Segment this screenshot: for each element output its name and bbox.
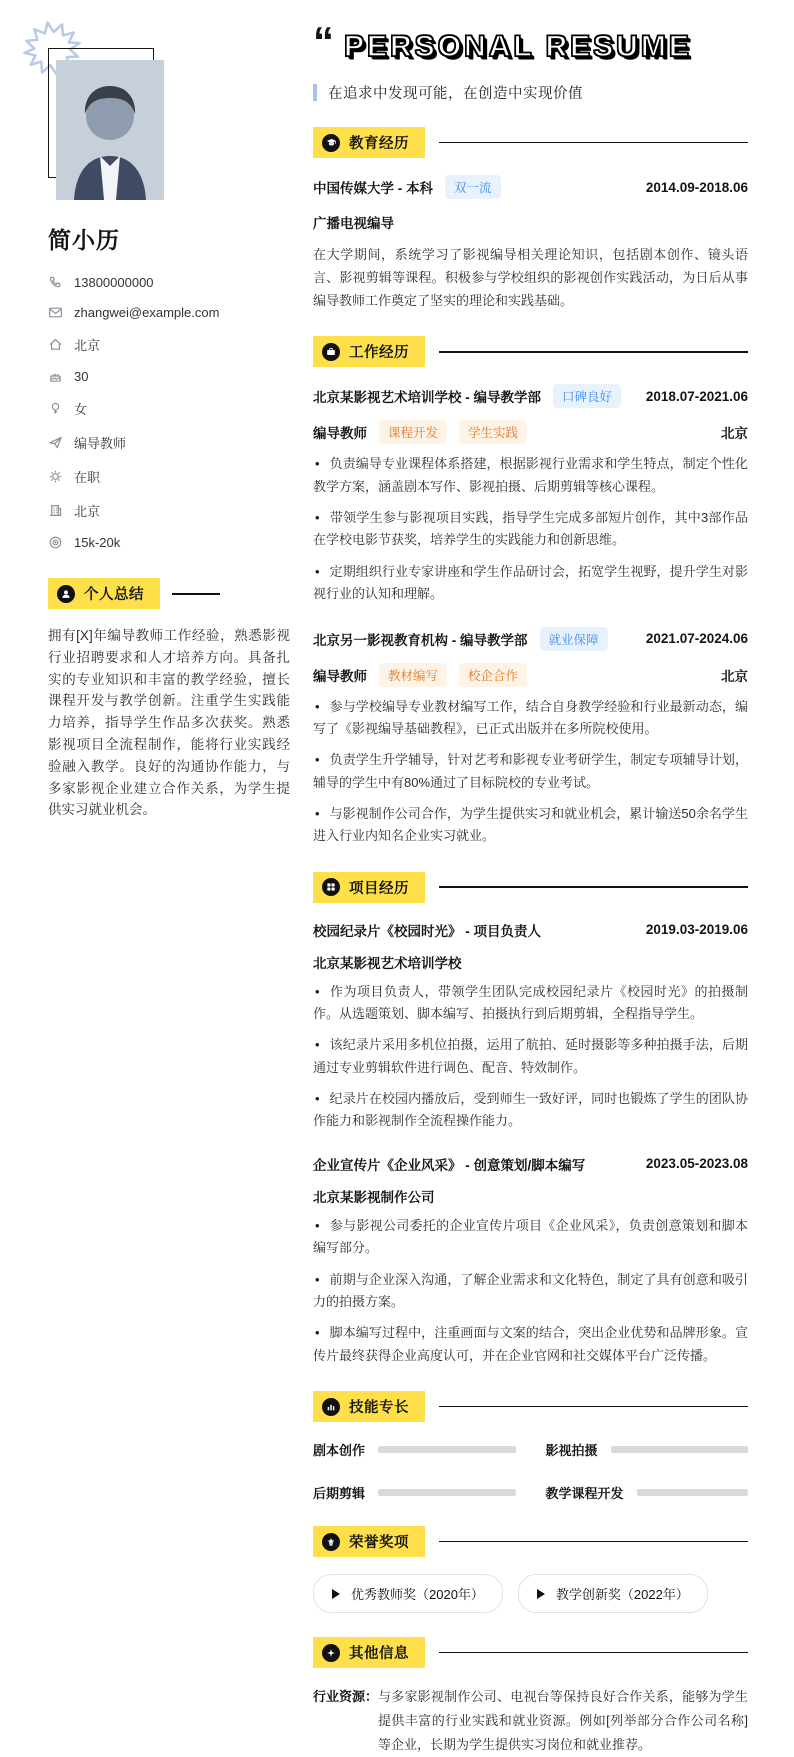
role-tag: 校企合作 bbox=[459, 663, 527, 687]
honors-badge bbox=[313, 1526, 425, 1557]
contact-row-email bbox=[48, 305, 290, 320]
company-tag: 就业保障 bbox=[540, 627, 608, 651]
skill-bar bbox=[637, 1489, 748, 1496]
main-column bbox=[290, 0, 794, 1757]
job-bullet: • 参与学校编导专业教材编写工作，结合自身教学经验和行业最新动态，编写了《影视编导基础教程》，已正式出版并在多所院校使用。 bbox=[313, 696, 748, 741]
candidate-name: 简小历 bbox=[48, 227, 120, 253]
contact-row-gender bbox=[48, 399, 290, 418]
contact-row-status bbox=[48, 467, 290, 486]
other-badge bbox=[313, 1637, 425, 1668]
email-value: zhangwei@example.com bbox=[74, 305, 220, 320]
contact-row-job-intention bbox=[48, 433, 290, 452]
projects-section-header bbox=[313, 872, 748, 903]
role-name: 编导教师 bbox=[313, 668, 367, 684]
role-tag: 学生实践 bbox=[459, 420, 527, 444]
project-bullet: • 纪录片在校园内播放后，受到师生一致好评，同时也锻炼了学生的团队协作能力和影视制作全流程操作能力。 bbox=[313, 1088, 748, 1133]
divider-line bbox=[172, 593, 220, 595]
project-entry-header bbox=[313, 1154, 748, 1174]
person-icon bbox=[57, 585, 75, 603]
role-tag: 教材编写 bbox=[379, 663, 447, 687]
profile-photo bbox=[56, 60, 164, 200]
city-value: 北京 bbox=[74, 504, 101, 519]
phone-value: 13800000000 bbox=[74, 275, 154, 290]
honor-pill bbox=[518, 1574, 708, 1613]
role-tag: 课程开发 bbox=[379, 420, 447, 444]
other-info-text: 与多家影视制作公司、电视台等保持良好合作关系，能够为学生提供丰富的行业实践和就业资源。例如[列举部分合作公司名称]等企业，长期为学生提供实习岗位和就业推荐。 bbox=[378, 1689, 748, 1753]
sidebar bbox=[0, 0, 290, 1757]
city-icon bbox=[48, 503, 63, 518]
projects-title: 项目经历 bbox=[349, 880, 409, 897]
project-entry-header bbox=[313, 920, 748, 940]
project-name: 校园纪录片《校园时光》 - 项目负责人 bbox=[313, 923, 541, 939]
education-badge bbox=[313, 127, 425, 158]
job-role-left bbox=[313, 663, 721, 687]
skills-badge bbox=[313, 1391, 425, 1422]
education-entry-left bbox=[313, 175, 646, 199]
motto-row bbox=[313, 82, 748, 103]
summary-section-header bbox=[48, 578, 290, 609]
school-tag: 双一流 bbox=[445, 175, 501, 199]
project-name: 企业宣传片《企业风采》 - 创意策划/脚本编写 bbox=[313, 1157, 586, 1173]
job-bullet: • 负责编导专业课程体系搭建，根据影视行业需求和学生特点，制定个性化教学方案，涵盖剧本写作、影视拍摄、后期剪辑等核心课程。 bbox=[313, 453, 748, 498]
skill-label: 剧本创作 bbox=[313, 1443, 366, 1458]
divider-line bbox=[439, 886, 748, 888]
project-entry-left bbox=[313, 1154, 646, 1174]
play-triangle-icon bbox=[332, 1589, 340, 1599]
job-role-left bbox=[313, 420, 721, 444]
job-entry-header bbox=[313, 627, 748, 651]
other-title: 其他信息 bbox=[349, 1646, 409, 1662]
project-org: 北京某影视制作公司 bbox=[313, 1189, 435, 1205]
status-icon bbox=[48, 469, 63, 484]
honor-text: 教学创新奖（2022年） bbox=[555, 1587, 689, 1602]
job-date: 2021.07-2024.06 bbox=[645, 631, 748, 647]
skill-bar bbox=[378, 1446, 515, 1453]
page-title: PERSONAL RESUME bbox=[344, 30, 692, 63]
skill-bar bbox=[378, 1489, 515, 1496]
job-location: 北京 bbox=[721, 426, 748, 442]
bar-chart-icon bbox=[322, 1398, 340, 1416]
projects-badge bbox=[313, 872, 425, 903]
grid-icon bbox=[322, 878, 340, 896]
job-intention-value: 编导教师 bbox=[74, 436, 127, 451]
job-date: 2018.07-2021.06 bbox=[645, 388, 748, 404]
school-name: 中国传媒大学 - 本科 bbox=[313, 181, 433, 196]
education-title: 教育经历 bbox=[349, 136, 409, 152]
education-entry-header bbox=[313, 175, 748, 199]
skill-label: 后期剪辑 bbox=[313, 1486, 366, 1501]
education-description: 在大学期间，系统学习了影视编导相关理论知识，包括剧本创作、镜头语言、影视剪辑等课程。积极参与学校组织的影视创作实践活动，为日后从事编导教师工作奠定了坚实的理论和实践基础。 bbox=[313, 247, 748, 309]
job-bullet: • 与影视制作公司合作，为学生提供实习和就业机会，累计输送50余名学生进入行业内知名企业实习就业。 bbox=[313, 803, 748, 848]
honors-list bbox=[313, 1574, 748, 1613]
job-bullet: • 带领学生参与影视项目实践，指导学生完成多部短片创作，其中3部作品在学校电影节获奖，培养学生的实践能力和创新思维。 bbox=[313, 507, 748, 552]
skill-item bbox=[313, 1440, 516, 1459]
hometown-value: 北京 bbox=[74, 338, 101, 353]
skills-title: 技能专长 bbox=[349, 1400, 409, 1416]
graduation-cap-icon bbox=[322, 134, 340, 152]
summary-badge bbox=[48, 578, 160, 609]
honors-section-header bbox=[313, 1526, 748, 1557]
divider-line bbox=[439, 1652, 748, 1654]
divider-line bbox=[439, 1541, 748, 1543]
play-triangle-icon bbox=[537, 1589, 545, 1599]
page-title-row bbox=[313, 18, 748, 65]
briefcase-icon bbox=[322, 343, 340, 361]
contact-row-age bbox=[48, 369, 290, 384]
job-bullet: • 定期组织行业专家讲座和学生作品研讨会，拓宽学生视野，提升学生对影视行业的认知和理解。 bbox=[313, 561, 748, 606]
contact-row-salary bbox=[48, 535, 290, 550]
contact-list bbox=[48, 275, 290, 550]
summary-title: 个人总结 bbox=[84, 587, 144, 603]
summary-text: 拥有[X]年编导教师工作经验，熟悉影视行业招聘要求和人才培养方向。具备扎实的专业知识和丰富的教学经验，擅长课程开发与教学创新。注重学生实践能力培养，指导学生作品多次获奖。熟悉影视项目全流程制作，能将行业实践经验融入教学。良好的沟通协作能力，与多家影视企业建立合作关系，为学生提供实习就业机会。 bbox=[48, 628, 290, 818]
project-date: 2019.03-2019.06 bbox=[645, 922, 748, 938]
medal-icon bbox=[322, 1533, 340, 1551]
project-bullet: • 参与影视公司委托的企业宣传片项目《企业风采》，负责创意策划和脚本编写部分。 bbox=[313, 1215, 748, 1260]
skill-item bbox=[313, 1483, 516, 1502]
education-section-header bbox=[313, 127, 748, 158]
divider-line bbox=[439, 1406, 748, 1408]
gender-icon bbox=[48, 401, 63, 416]
job-role-row bbox=[313, 663, 748, 687]
salary-value: 15k-20k bbox=[74, 535, 121, 550]
company-name: 北京另一影视教育机构 - 编导教学部 bbox=[313, 632, 528, 648]
major-name: 广播电视编导 bbox=[313, 216, 394, 231]
company-name: 北京某影视艺术培训学校 - 编导教学部 bbox=[313, 390, 541, 406]
education-date: 2014.09-2018.06 bbox=[645, 179, 748, 195]
project-org-row bbox=[313, 1186, 748, 1206]
project-date: 2023.05-2023.08 bbox=[645, 1156, 748, 1172]
job-intention-icon bbox=[48, 435, 63, 450]
divider-line bbox=[439, 142, 748, 144]
contact-row-phone bbox=[48, 275, 290, 290]
quote-mark: “ bbox=[313, 18, 332, 65]
divider-line bbox=[439, 351, 748, 353]
project-org: 北京某影视艺术培训学校 bbox=[313, 955, 462, 971]
skills-section-header bbox=[313, 1391, 748, 1422]
project-bullet: • 前期与企业深入沟通，了解企业需求和文化特色，制定了具有创意和吸引力的拍摄方案。 bbox=[313, 1269, 748, 1314]
job-entry-left bbox=[313, 384, 646, 408]
skill-label: 教学课程开发 bbox=[545, 1486, 624, 1501]
project-entry-left bbox=[313, 920, 646, 940]
job-location: 北京 bbox=[721, 668, 748, 684]
project-org-row bbox=[313, 952, 748, 972]
email-icon bbox=[48, 305, 63, 320]
major-row bbox=[313, 212, 748, 232]
home-icon bbox=[48, 337, 63, 352]
project-bullet: • 该纪录片采用多机位拍摄，运用了航拍、延时摄影等多种拍摄手法，后期通过专业剪辑软件进行调色、配音、特效制作。 bbox=[313, 1034, 748, 1079]
skills-grid bbox=[313, 1440, 748, 1502]
work-section-header bbox=[313, 336, 748, 367]
motto-text: 在追求中发现可能，在创造中实现价值 bbox=[328, 86, 583, 102]
skill-item bbox=[546, 1483, 749, 1502]
gender-value: 女 bbox=[74, 402, 88, 417]
phone-icon bbox=[48, 275, 63, 290]
company-tag: 口碑良好 bbox=[553, 384, 621, 408]
role-name: 编导教师 bbox=[313, 426, 367, 442]
other-info-row bbox=[313, 1685, 748, 1757]
work-badge bbox=[313, 336, 425, 367]
project-bullet: • 作为项目负责人，带领学生团队完成校园纪录片《校园时光》的拍摄制作。从选题策划、脚本编写、拍摄执行到后期剪辑，全程指导学生。 bbox=[313, 981, 748, 1026]
job-bullet: • 负责学生升学辅导，针对艺考和影视专业考研学生，制定专项辅导计划，辅导的学生中有80%通过了目标院校的专业考试。 bbox=[313, 749, 748, 794]
honors-title: 荣誉奖项 bbox=[349, 1535, 409, 1551]
job-role-row bbox=[313, 420, 748, 444]
skill-label: 影视拍摄 bbox=[545, 1443, 598, 1458]
sparkle-icon bbox=[322, 1644, 340, 1662]
photo-block bbox=[48, 48, 166, 202]
salary-icon bbox=[48, 535, 63, 550]
honor-pill bbox=[313, 1574, 503, 1613]
work-title: 工作经历 bbox=[349, 345, 409, 362]
job-entry-left bbox=[313, 627, 646, 651]
contact-row-home bbox=[48, 335, 290, 354]
other-section-header bbox=[313, 1637, 748, 1668]
age-icon bbox=[48, 369, 63, 384]
contact-row-city bbox=[48, 501, 290, 520]
skill-bar bbox=[611, 1446, 748, 1453]
skill-item bbox=[546, 1440, 749, 1459]
age-value: 30 bbox=[74, 369, 89, 384]
project-bullet: • 脚本编写过程中，注重画面与文案的结合，突出企业优势和品牌形象。宣传片最终获得企业高度认可，并在企业官网和社交媒体平台广泛传播。 bbox=[313, 1322, 748, 1367]
job-entry-header bbox=[313, 384, 748, 408]
honor-text: 优秀教师奖（2020年） bbox=[351, 1587, 484, 1602]
motto-accent-bar bbox=[313, 84, 317, 101]
status-value: 在职 bbox=[74, 470, 101, 485]
other-info-label: 行业资源： bbox=[313, 1689, 379, 1704]
